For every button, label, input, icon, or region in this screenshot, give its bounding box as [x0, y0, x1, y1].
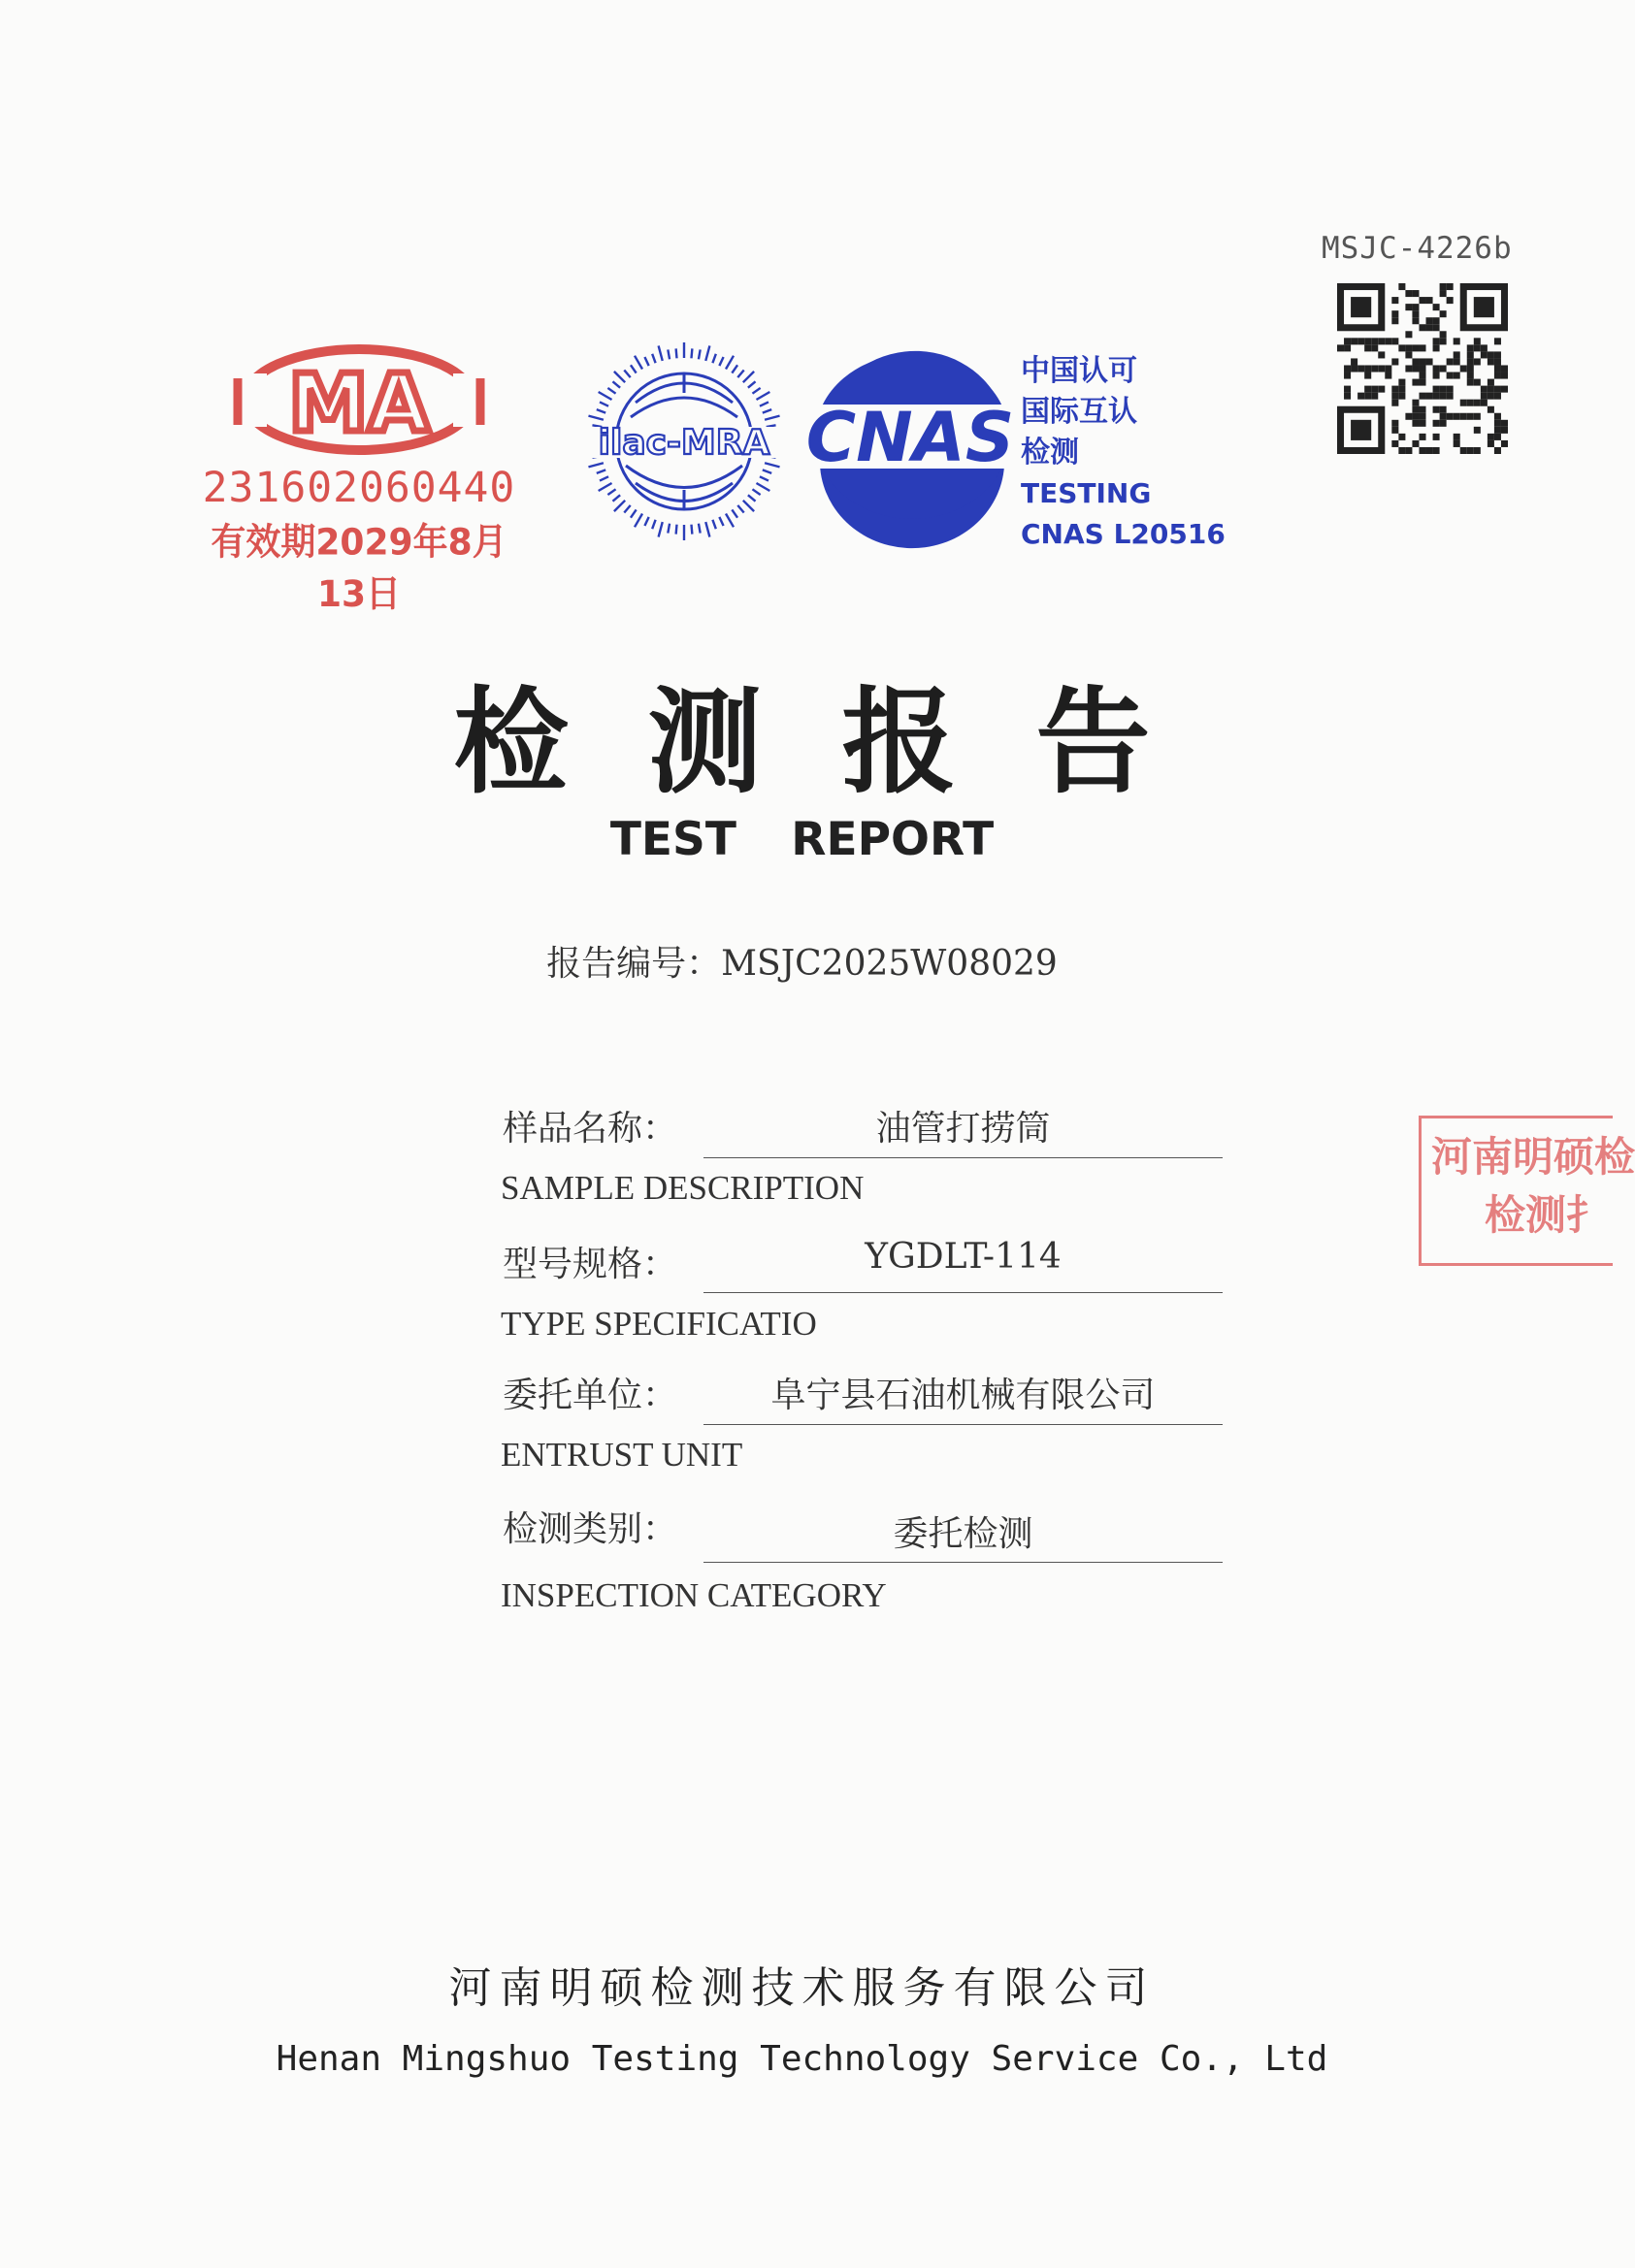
title-english: TEST REPORT — [609, 813, 995, 866]
cma-logo-text: MA — [288, 358, 430, 450]
document-code: MSJC-4226b — [1322, 231, 1513, 266]
cnas-logo-text: CNAS — [805, 398, 1015, 477]
client-value: 阜宁县石油机械有限公司 — [770, 1376, 1156, 1415]
cnas-en-line1: TESTING — [1021, 477, 1152, 509]
cnas-cn-line3: 检测 — [1021, 436, 1079, 470]
title-chinese: 检测报告 — [453, 674, 1230, 809]
cnas-en-line2: CNAS L20516 — [1021, 518, 1226, 550]
sample-name-label-cn: 样品名称： — [503, 1109, 678, 1149]
category-label-en: INSPECTION CATEGORY — [501, 1576, 887, 1614]
ilac-text: ilac-MRA — [598, 423, 770, 463]
cnas-caption — [1021, 351, 1226, 555]
cma-number: 231602060440 — [202, 464, 516, 512]
model-underline — [703, 1292, 1223, 1293]
model-label-en: TYPE SPECIFICATIO — [501, 1305, 817, 1343]
client-label-en: ENTRUST UNIT — [501, 1436, 743, 1474]
category-value: 委托检测 — [893, 1514, 1033, 1554]
stamp-line2: 检测扌 — [1485, 1191, 1608, 1239]
client-underline — [703, 1424, 1223, 1425]
cnas-cn-line1: 中国认可 — [1021, 354, 1137, 388]
model-label-cn: 型号规格： — [503, 1245, 678, 1284]
company-name-cn: 河南明硕检测技术服务有限公司 — [448, 1963, 1156, 2013]
company-stamp — [1419, 1116, 1635, 1266]
ilac-mra-logo-icon — [582, 340, 786, 543]
stamp-line1: 河南明硕检 — [1431, 1133, 1635, 1181]
sample-name-value: 油管打捞筒 — [875, 1109, 1051, 1149]
client-label-cn: 委托单位： — [503, 1376, 678, 1415]
cnas-cn-line2: 国际互认 — [1021, 395, 1137, 429]
report-number: 报告编号：MSJC2025W08029 — [546, 944, 1058, 984]
category-label-cn: 检测类别： — [503, 1509, 678, 1549]
category-underline — [703, 1562, 1223, 1563]
cnas-logo-icon — [796, 344, 1029, 529]
company-name-en: Henan Mingshuo Testing Technology Service Co., Ltd — [276, 2039, 1328, 2079]
sample-name-underline — [703, 1157, 1223, 1158]
qr-code-icon — [1337, 283, 1508, 454]
sample-name-label-en: SAMPLE DESCRIPTION — [501, 1169, 865, 1207]
model-value: YGDLT-114 — [865, 1237, 1062, 1277]
cma-validity: 有效期2029年8月13日 — [211, 521, 507, 616]
